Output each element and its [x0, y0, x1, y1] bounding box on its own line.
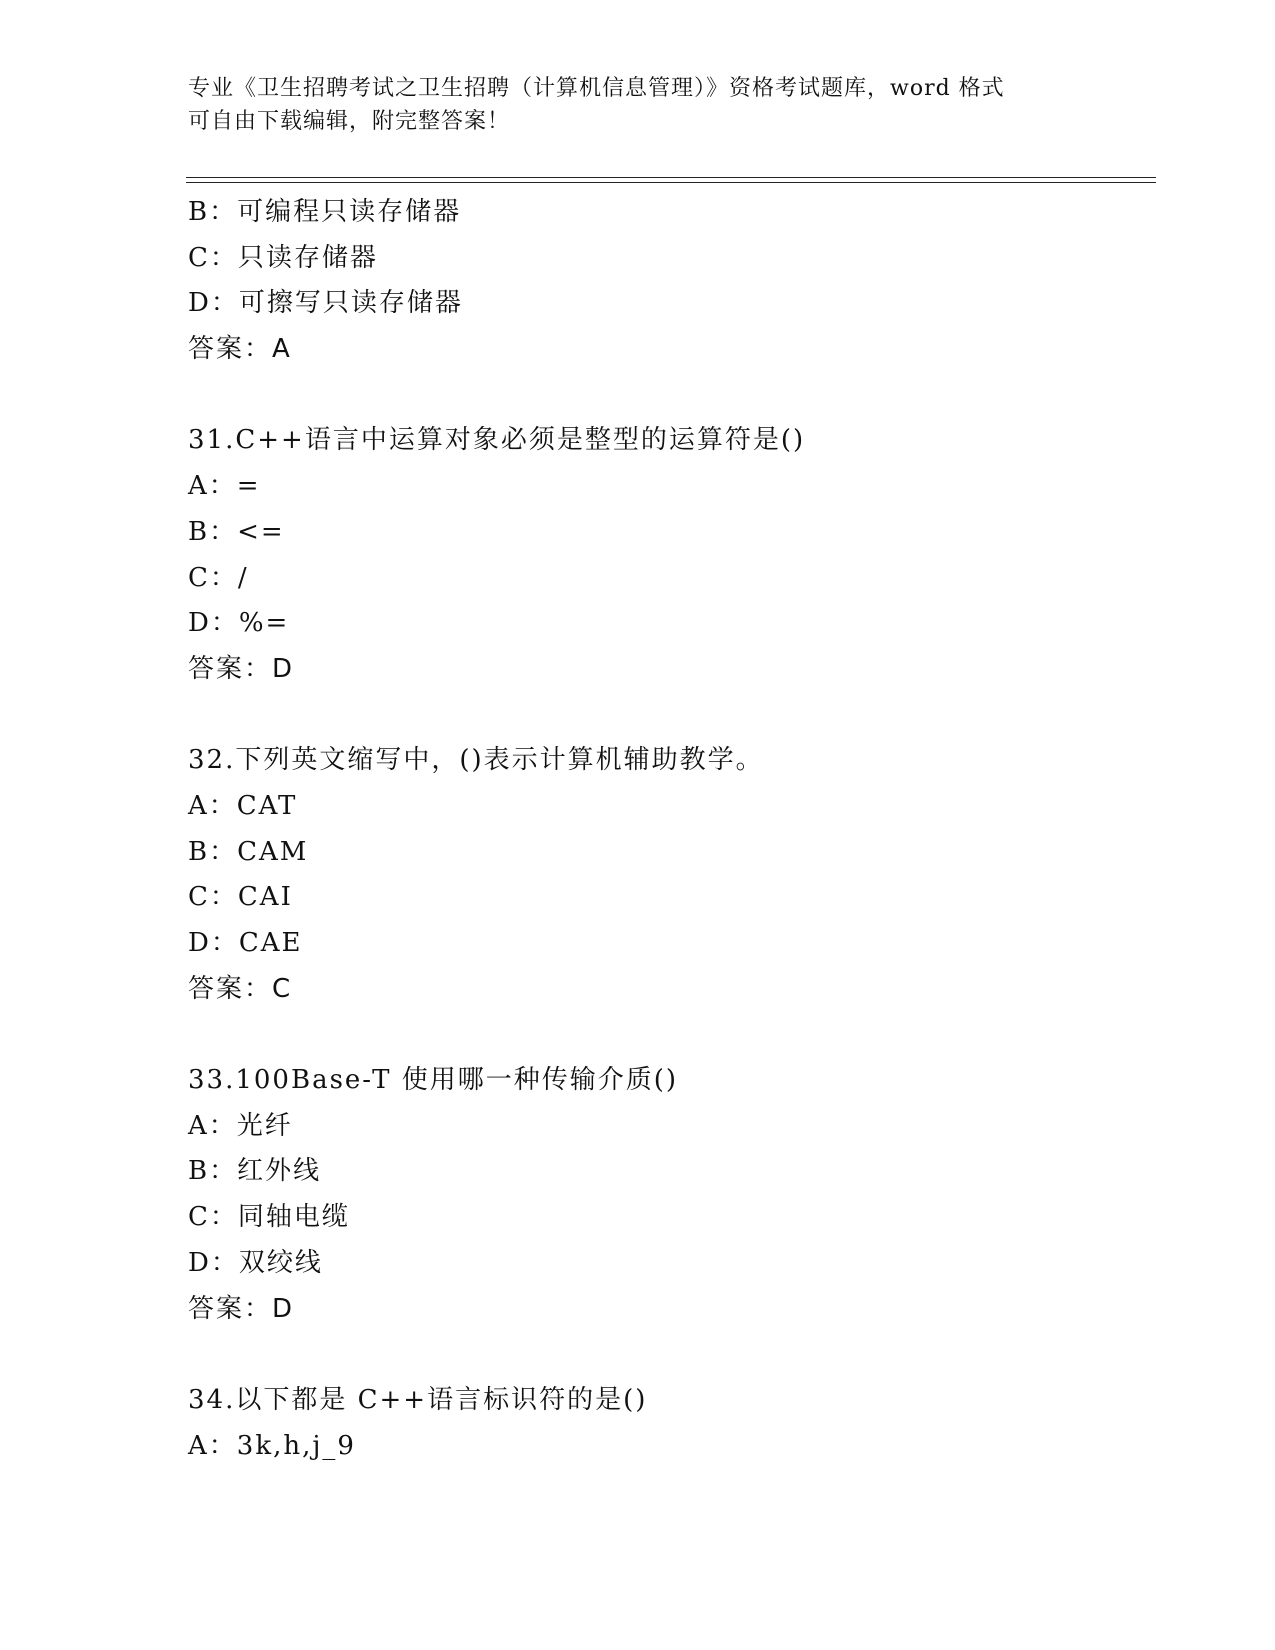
- option-b: B：<=: [188, 516, 285, 547]
- header-divider-top: [186, 177, 1156, 178]
- header-line-1: 专业《卫生招聘考试之卫生招聘（计算机信息管理）》资格考试题库，word 格式: [188, 76, 1005, 101]
- option-a: A：光纤: [188, 1110, 293, 1141]
- option-d: D：可擦写只读存储器: [188, 288, 463, 319]
- option-c: C：只读存储器: [188, 242, 378, 273]
- option-d: D：CAE: [188, 928, 303, 958]
- question-stem: 32.下列英文缩写中，()表示计算机辅助教学。: [188, 745, 764, 776]
- answer-line: 答案：D: [188, 1293, 295, 1324]
- option-a: A：CAT: [188, 790, 298, 821]
- document-header: [188, 72, 1088, 138]
- header-divider-bottom: [186, 182, 1156, 183]
- option-d: D：双绞线: [188, 1247, 323, 1278]
- option-b: B：CAM: [188, 836, 309, 867]
- spacer: [188, 1332, 1148, 1378]
- option-b: B：红外线: [188, 1156, 322, 1187]
- option-d: D：%=: [188, 608, 290, 639]
- answer-line: 答案：D: [188, 653, 295, 684]
- question-stem: 33.100Base-T 使用哪一种传输介质(): [188, 1065, 679, 1096]
- spacer: [188, 373, 1148, 419]
- spacer: [188, 1012, 1148, 1058]
- option-a: A：3k,h,j_9: [188, 1430, 356, 1461]
- option-c: C：CAI: [188, 882, 293, 913]
- question-stem: 31.C++语言中运算对象必须是整型的运算符是(): [188, 425, 806, 456]
- option-a: A：=: [188, 471, 261, 502]
- question-list: [188, 190, 1148, 1469]
- header-line-2: 可自由下载编辑，附完整答案！: [188, 109, 511, 134]
- answer-line: 答案：A: [188, 334, 292, 365]
- question-stem: 34.以下都是 C++语言标识符的是(): [188, 1384, 648, 1415]
- option-b: B：可编程只读存储器: [188, 197, 462, 227]
- option-c: C：/: [188, 562, 249, 593]
- spacer: [188, 693, 1148, 739]
- option-c: C：同轴电缆: [188, 1202, 350, 1233]
- answer-line: 答案：C: [188, 973, 293, 1004]
